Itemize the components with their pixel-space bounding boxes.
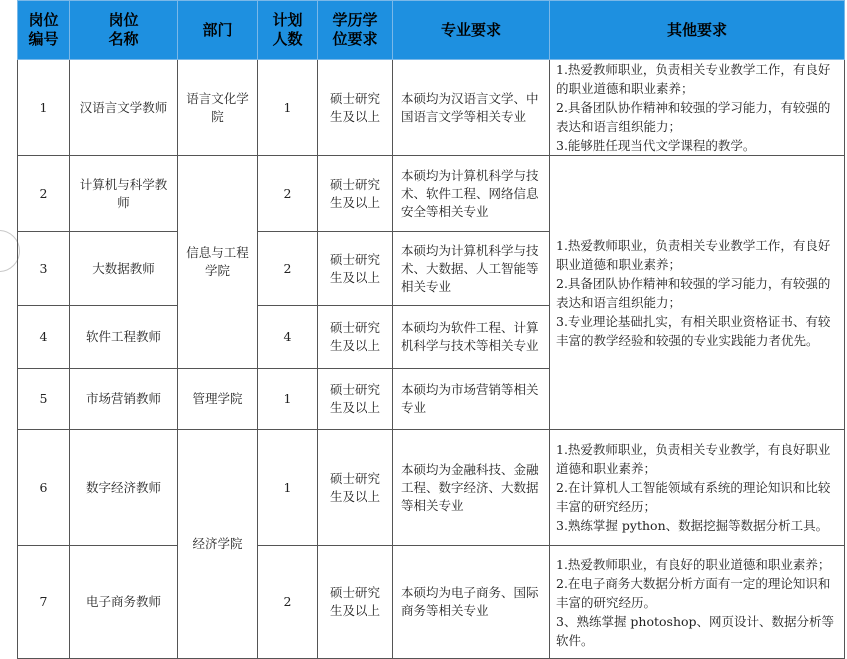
table-row bbox=[18, 60, 845, 156]
cell-major: 本硕均为金融科技、金融工程、数字经济、大数据等相关专业 bbox=[393, 430, 550, 546]
cell-edu: 硕士研究生及以上 bbox=[318, 430, 393, 546]
cell-name: 电子商务教师 bbox=[70, 546, 178, 659]
cell-other: 1.热爱教师职业，有良好的职业道德和职业素养； 2.在电子商务大数据分析方面有一定的理论知识和丰富的研究经历。 3、熟练掌握 photoshop、网页设计、数据分析等软件。 bbox=[550, 546, 845, 659]
cell-other: 1.热爱教师职业，负责相关专业教学工作，有良好的职业道德和职业素养； 2.具备团队协作精神和较强的学习能力，有较强的表达和语言组织能力； 3.能够胜任现当代文学课程的教学。 bbox=[550, 60, 845, 156]
cell-major: 本硕均为计算机科学与技术、软件工程、网络信息安全等相关专业 bbox=[393, 156, 550, 232]
table-row bbox=[18, 156, 845, 232]
cell-no: 4 bbox=[18, 306, 70, 369]
header-major: 专业要求 bbox=[393, 1, 550, 60]
table-row bbox=[18, 430, 845, 546]
cell-no: 2 bbox=[18, 156, 70, 232]
cell-count: 2 bbox=[258, 232, 318, 306]
cell-name: 汉语言文学教师 bbox=[70, 60, 178, 156]
cell-dept: 信息与工程学院 bbox=[178, 156, 258, 369]
cell-count: 2 bbox=[258, 156, 318, 232]
cell-edu: 硕士研究生及以上 bbox=[318, 156, 393, 232]
cell-major: 本硕均为电子商务、国际商务等相关专业 bbox=[393, 546, 550, 659]
header-dept: 部门 bbox=[178, 1, 258, 60]
cell-major: 本硕均为软件工程、计算机科学与技术等相关专业 bbox=[393, 306, 550, 369]
cell-name: 计算机与科学教师 bbox=[70, 156, 178, 232]
header-name: 岗位 名称 bbox=[70, 1, 178, 60]
cell-no: 5 bbox=[18, 369, 70, 430]
cell-edu: 硕士研究生及以上 bbox=[318, 306, 393, 369]
cell-count: 2 bbox=[258, 546, 318, 659]
cell-no: 3 bbox=[18, 232, 70, 306]
cell-count: 1 bbox=[258, 369, 318, 430]
cell-dept: 语言文化学院 bbox=[178, 60, 258, 156]
cell-major: 本硕均为计算机科学与技术、大数据、人工智能等相关专业 bbox=[393, 232, 550, 306]
cell-no: 7 bbox=[18, 546, 70, 659]
cell-name: 软件工程教师 bbox=[70, 306, 178, 369]
cell-other: 1.热爱教师职业，负责相关专业教学工作，有良好职业道德和职业素养； 2.具备团队协作精神和较强的学习能力，有较强的表达和语言组织能力； 3.专业理论基础扎实，有相关职业资格证书、有较丰富的教学经验和较强的专业实践能力者优先。 bbox=[550, 156, 845, 430]
header-edu: 学历学 位要求 bbox=[318, 1, 393, 60]
cell-name: 大数据教师 bbox=[70, 232, 178, 306]
table-row bbox=[18, 546, 845, 659]
header-row bbox=[18, 1, 845, 60]
cell-edu: 硕士研究生及以上 bbox=[318, 60, 393, 156]
cell-dept: 管理学院 bbox=[178, 369, 258, 430]
header-count: 计划 人数 bbox=[258, 1, 318, 60]
cell-name: 数字经济教师 bbox=[70, 430, 178, 546]
cell-dept: 经济学院 bbox=[178, 430, 258, 659]
cell-no: 1 bbox=[18, 60, 70, 156]
cell-name: 市场营销教师 bbox=[70, 369, 178, 430]
cell-major: 本硕均为市场营销等相关专业 bbox=[393, 369, 550, 430]
cell-edu: 硕士研究生及以上 bbox=[318, 546, 393, 659]
header-other: 其他要求 bbox=[550, 1, 845, 60]
header-no: 岗位 编号 bbox=[18, 1, 70, 60]
recruitment-table bbox=[17, 0, 845, 659]
cell-count: 1 bbox=[258, 60, 318, 156]
cell-count: 1 bbox=[258, 430, 318, 546]
cell-no: 6 bbox=[18, 430, 70, 546]
cell-edu: 硕士研究生及以上 bbox=[318, 232, 393, 306]
cell-count: 4 bbox=[258, 306, 318, 369]
cell-other: 1.热爱教师职业，负责相关专业教学，有良好职业道德和职业素养； 2.在计算机人工智能领域有系统的理论知识和比较丰富的研究经历； 3.熟练掌握 python、数据挖掘等数据分析工具。 bbox=[550, 430, 845, 546]
cell-edu: 硕士研究生及以上 bbox=[318, 369, 393, 430]
cell-major: 本硕均为汉语言文学、中国语言文学等相关专业 bbox=[393, 60, 550, 156]
